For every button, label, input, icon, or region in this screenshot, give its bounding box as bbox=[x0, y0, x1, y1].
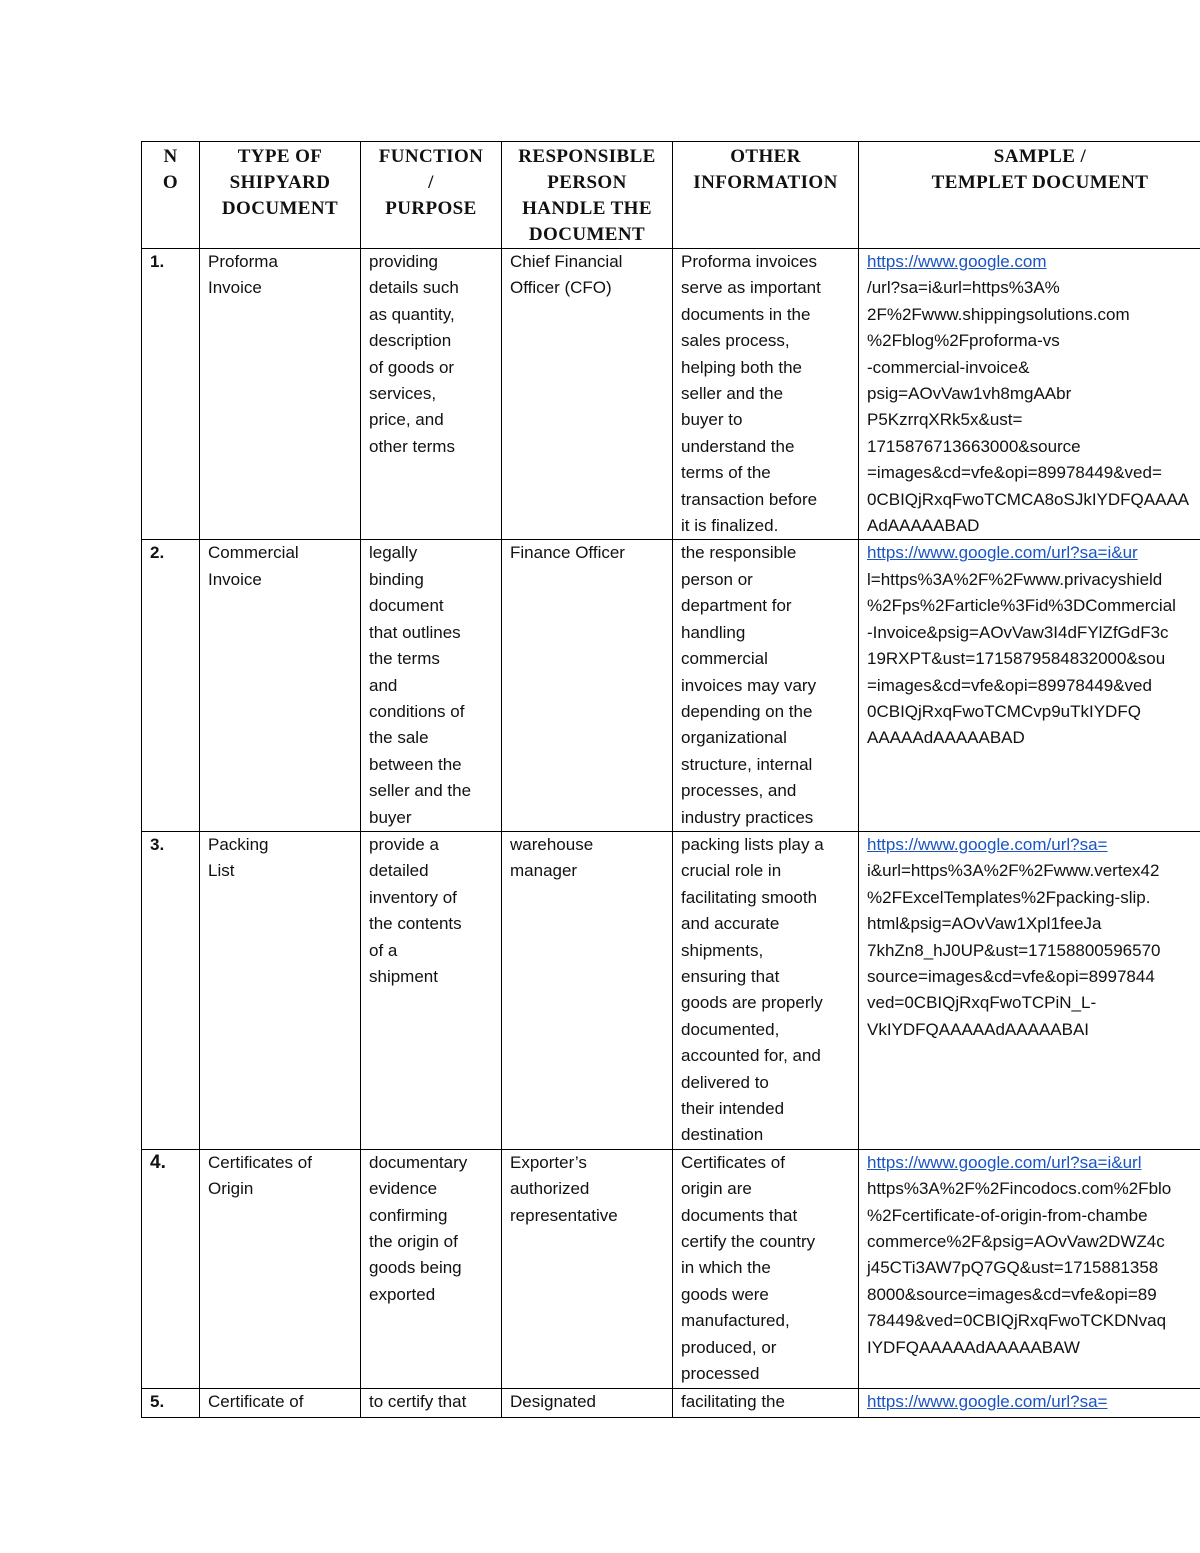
text-line: in which the bbox=[681, 1258, 771, 1278]
text-line: of a bbox=[369, 940, 398, 960]
header-responsible bbox=[502, 142, 673, 249]
text-line: AAAAAdAAAAABAD bbox=[867, 728, 1025, 748]
text-line: depending on the bbox=[681, 701, 813, 721]
text-line: DOCUMENT bbox=[528, 224, 646, 245]
text-line: facilitating smooth bbox=[681, 887, 818, 907]
text-line: 0CBIQjRxqFwoTCMCvp9uTkIYDFQ bbox=[867, 701, 1141, 721]
document-function bbox=[361, 249, 502, 540]
text-line: HANDLE THE bbox=[522, 198, 652, 219]
text-line: PURPOSE bbox=[385, 198, 477, 219]
header-function bbox=[361, 142, 502, 249]
text-line: transaction before bbox=[681, 489, 818, 509]
text-line: SAMPLE / bbox=[993, 146, 1087, 167]
text-line: Proforma bbox=[208, 252, 278, 271]
other-information bbox=[673, 249, 859, 540]
text-line: seller and the bbox=[369, 781, 472, 801]
text-line: Commercial bbox=[208, 543, 299, 563]
text-line: commerce%2F&psig=AOvVaw2DWZ4c bbox=[867, 1232, 1165, 1252]
text-line: Designated bbox=[510, 1391, 597, 1411]
responsible-person bbox=[502, 831, 673, 1149]
text-line: INFORMATION bbox=[693, 172, 838, 193]
text-line: handling bbox=[681, 622, 746, 642]
text-line: the responsible bbox=[681, 543, 797, 563]
document-function bbox=[361, 1149, 502, 1388]
text-line: l=https%3A%2F%2Fwww.privacyshield bbox=[867, 569, 1163, 589]
text-line: P5KzrrqXRk5x&ust= bbox=[867, 410, 1023, 430]
text-line: documents in the bbox=[681, 304, 811, 324]
text-line: detailed bbox=[369, 861, 429, 881]
text-line: the terms bbox=[369, 649, 440, 669]
document-type bbox=[200, 249, 361, 540]
document-function bbox=[361, 1388, 502, 1417]
table-row bbox=[142, 831, 1200, 1149]
text-line: OTHER bbox=[730, 146, 801, 167]
text-line: Officer (CFO) bbox=[510, 278, 612, 298]
document-type bbox=[200, 540, 361, 831]
text-line: crucial role in bbox=[681, 861, 782, 881]
text-line: N bbox=[163, 146, 178, 167]
row-number: 5. bbox=[142, 1388, 200, 1417]
sample-template bbox=[859, 1149, 1200, 1388]
text-line: produced, or bbox=[681, 1337, 777, 1357]
sample-template bbox=[859, 540, 1200, 831]
text-line: %2Fps%2Farticle%3Fid%3DCommercial bbox=[867, 596, 1176, 616]
text-line: 1715876713663000&source bbox=[867, 436, 1081, 456]
document-type bbox=[200, 1388, 361, 1417]
sample-template bbox=[859, 249, 1200, 540]
text-line: terms of the bbox=[681, 463, 771, 483]
text-line: Origin bbox=[208, 1179, 254, 1199]
text-line: https%3A%2F%2Fincodocs.com%2Fblo bbox=[867, 1179, 1172, 1199]
text-line: 7khZn8_hJ0UP&ust=17158800596570 bbox=[867, 940, 1161, 960]
text-line: List bbox=[208, 861, 235, 881]
text-line: Certificates of bbox=[681, 1152, 785, 1172]
text-line: provide a bbox=[369, 834, 439, 854]
text-line: IYDFQAAAAAdAAAAABAW bbox=[867, 1337, 1080, 1357]
text-line: buyer bbox=[369, 807, 412, 827]
text-line: conditions of bbox=[369, 701, 465, 721]
other-information bbox=[673, 831, 859, 1149]
text-line: serve as important bbox=[681, 278, 821, 298]
table-row bbox=[142, 1388, 1200, 1417]
text-line: representative bbox=[510, 1205, 618, 1225]
text-line: structure, internal bbox=[681, 754, 813, 774]
text-line: TEMPLET DOCUMENT bbox=[931, 172, 1149, 193]
header-row bbox=[142, 142, 1200, 249]
document-function bbox=[361, 831, 502, 1149]
table-row bbox=[142, 249, 1200, 540]
text-line: 0CBIQjRxqFwoTCMCA8oSJkIYDFQAAAA bbox=[867, 489, 1190, 509]
text-line: DOCUMENT bbox=[221, 198, 339, 219]
responsible-person bbox=[502, 1149, 673, 1388]
text-line: department for bbox=[681, 596, 792, 616]
text-line: industry practices bbox=[681, 807, 814, 827]
document-type bbox=[200, 1149, 361, 1388]
text-line: document bbox=[369, 596, 444, 616]
text-line: invoices may vary bbox=[681, 675, 817, 695]
text-line: j45CTi3AW7pQ7GQ&ust=1715881358 bbox=[867, 1258, 1159, 1278]
sample-template bbox=[859, 1388, 1200, 1417]
header-no bbox=[142, 142, 200, 249]
text-line: shipments, bbox=[681, 940, 764, 960]
sample-link[interactable]: https://www.google.com/url?sa=i&url bbox=[867, 1152, 1142, 1172]
sample-link[interactable]: https://www.google.com/url?sa= bbox=[867, 1391, 1108, 1411]
text-line: 19RXPT&ust=1715879584832000&sou bbox=[867, 649, 1166, 669]
other-information bbox=[673, 1149, 859, 1388]
text-line: warehouse bbox=[510, 834, 594, 854]
text-line: FUNCTION bbox=[378, 146, 484, 167]
text-line: seller and the bbox=[681, 384, 784, 404]
text-line: it is finalized. bbox=[681, 516, 779, 536]
text-line: certify the country bbox=[681, 1232, 816, 1252]
text-line: Proforma invoices bbox=[681, 252, 818, 271]
text-line: facilitating the bbox=[681, 1391, 785, 1411]
text-line: evidence bbox=[369, 1179, 438, 1199]
text-line: authorized bbox=[510, 1179, 590, 1199]
text-line: and bbox=[369, 675, 398, 695]
text-line: goods being bbox=[369, 1258, 462, 1278]
text-line: shipment bbox=[369, 966, 438, 986]
text-line: that outlines bbox=[369, 622, 461, 642]
text-line: processes, and bbox=[681, 781, 797, 801]
row-number: 1. bbox=[142, 249, 200, 540]
text-line: %2FExcelTemplates%2Fpacking-slip. bbox=[867, 887, 1151, 907]
sample-link[interactable]: https://www.google.com/url?sa=i&ur bbox=[867, 543, 1138, 563]
text-line: / bbox=[428, 172, 434, 193]
header-sample bbox=[859, 142, 1200, 249]
text-line: and accurate bbox=[681, 914, 780, 934]
text-line: Packing bbox=[208, 834, 269, 854]
text-line: documented, bbox=[681, 1019, 780, 1039]
text-line: source=images&cd=vfe&opi=8997844 bbox=[867, 966, 1155, 986]
text-line: documents that bbox=[681, 1205, 798, 1225]
other-information bbox=[673, 1388, 859, 1417]
text-line: Certificates of bbox=[208, 1152, 312, 1172]
text-line: Certificate of bbox=[208, 1391, 304, 1411]
row-number: 2. bbox=[142, 540, 200, 831]
text-line: their intended bbox=[681, 1099, 785, 1118]
text-line: providing bbox=[369, 252, 438, 271]
text-line: manufactured, bbox=[681, 1311, 790, 1331]
text-line: goods were bbox=[681, 1284, 769, 1304]
text-line: TYPE OF bbox=[237, 146, 323, 167]
text-line: other terms bbox=[369, 436, 455, 456]
text-line: ensuring that bbox=[681, 966, 780, 986]
text-line: of goods or bbox=[369, 357, 455, 377]
document-type bbox=[200, 831, 361, 1149]
responsible-person bbox=[502, 249, 673, 540]
row-number: 4. bbox=[142, 1149, 200, 1388]
table-row bbox=[142, 1149, 1200, 1388]
text-line: legally bbox=[369, 543, 418, 563]
text-line: manager bbox=[510, 861, 578, 881]
text-line: origin are bbox=[681, 1179, 752, 1199]
row-number: 3. bbox=[142, 831, 200, 1149]
text-line: price, and bbox=[369, 410, 444, 430]
text-line: 8000&source=images&cd=vfe&opi=89 bbox=[867, 1284, 1157, 1304]
header-other bbox=[673, 142, 859, 249]
text-line: helping both the bbox=[681, 357, 802, 377]
text-line: Invoice bbox=[208, 278, 262, 298]
text-line: ved=0CBIQjRxqFwoTCPiN_L- bbox=[867, 993, 1097, 1013]
header-type bbox=[200, 142, 361, 249]
text-line: description bbox=[369, 331, 452, 351]
text-line: delivered to bbox=[681, 1072, 769, 1092]
text-line: AdAAAAABAD bbox=[867, 516, 980, 536]
document-function bbox=[361, 540, 502, 831]
text-line: -commercial-invoice& bbox=[867, 357, 1030, 377]
text-line: details such bbox=[369, 278, 459, 298]
text-line: %2Fblog%2Fproforma-vs bbox=[867, 331, 1060, 351]
text-line: Chief Financial bbox=[510, 252, 623, 271]
text-line: exported bbox=[369, 1284, 436, 1304]
text-line: services, bbox=[369, 384, 437, 404]
other-information bbox=[673, 540, 859, 831]
text-line: as quantity, bbox=[369, 304, 455, 324]
text-line: sales process, bbox=[681, 331, 790, 351]
text-line: SHIPYARD bbox=[229, 172, 331, 193]
text-line: packing lists play a bbox=[681, 834, 824, 854]
text-line: the sale bbox=[369, 728, 429, 748]
text-line: O bbox=[162, 172, 179, 193]
text-line: person or bbox=[681, 569, 753, 589]
text-line: the contents bbox=[369, 914, 462, 934]
text-line: destination bbox=[681, 1125, 764, 1145]
sample-template bbox=[859, 831, 1200, 1149]
text-line: VkIYDFQAAAAAdAAAAABAI bbox=[867, 1019, 1090, 1039]
text-line: -Invoice&psig=AOvVaw3I4dFYlZfGdF3c bbox=[867, 622, 1169, 642]
responsible-person bbox=[502, 540, 673, 831]
text-line: the origin of bbox=[369, 1232, 458, 1252]
text-line: i&url=https%3A%2F%2Fwww.vertex42 bbox=[867, 861, 1160, 881]
sample-url-text bbox=[867, 275, 1200, 539]
text-line: 78449&ved=0CBIQjRxqFwoTCKDNvaq bbox=[867, 1311, 1167, 1331]
sample-link[interactable]: https://www.google.com/url?sa= bbox=[867, 834, 1108, 854]
shipyard-documents-table bbox=[141, 141, 1200, 1418]
text-line: inventory of bbox=[369, 887, 457, 907]
text-line: binding bbox=[369, 569, 424, 589]
text-line: %2Fcertificate-of-origin-from-chambe bbox=[867, 1205, 1148, 1225]
sample-url-text bbox=[867, 1176, 1200, 1361]
sample-url-text bbox=[867, 567, 1200, 752]
text-line: between the bbox=[369, 754, 462, 774]
text-line: =images&cd=vfe&opi=89978449&ved bbox=[867, 675, 1152, 695]
text-line: PERSON bbox=[547, 172, 627, 193]
text-line: to certify that bbox=[369, 1391, 467, 1411]
text-line: confirming bbox=[369, 1205, 448, 1225]
text-line: buyer to bbox=[681, 410, 743, 430]
text-line: organizational bbox=[681, 728, 787, 748]
sample-url-text bbox=[867, 858, 1200, 1043]
text-line: /url?sa=i&url=https%3A% bbox=[867, 278, 1060, 298]
text-line: 2F%2Fwww.shippingsolutions.com bbox=[867, 304, 1130, 324]
text-line: html&psig=AOvVaw1Xpl1feeJa bbox=[867, 914, 1102, 934]
text-line: =images&cd=vfe&opi=89978449&ved= bbox=[867, 463, 1162, 483]
text-line: RESPONSIBLE bbox=[518, 146, 656, 167]
text-line: goods are properly bbox=[681, 993, 823, 1013]
text-line: Invoice bbox=[208, 569, 262, 589]
text-line: processed bbox=[681, 1364, 760, 1384]
text-line: commercial bbox=[681, 649, 768, 669]
text-line: Exporter’s bbox=[510, 1152, 587, 1172]
sample-link[interactable]: https://www.google.com bbox=[867, 252, 1047, 271]
text-line: psig=AOvVaw1vh8mgAAbr bbox=[867, 384, 1072, 404]
text-line: accounted for, and bbox=[681, 1046, 821, 1066]
table-row bbox=[142, 540, 1200, 831]
text-line: understand the bbox=[681, 436, 795, 456]
text-line: Finance Officer bbox=[510, 543, 625, 563]
text-line: documentary bbox=[369, 1152, 468, 1172]
responsible-person bbox=[502, 1388, 673, 1417]
